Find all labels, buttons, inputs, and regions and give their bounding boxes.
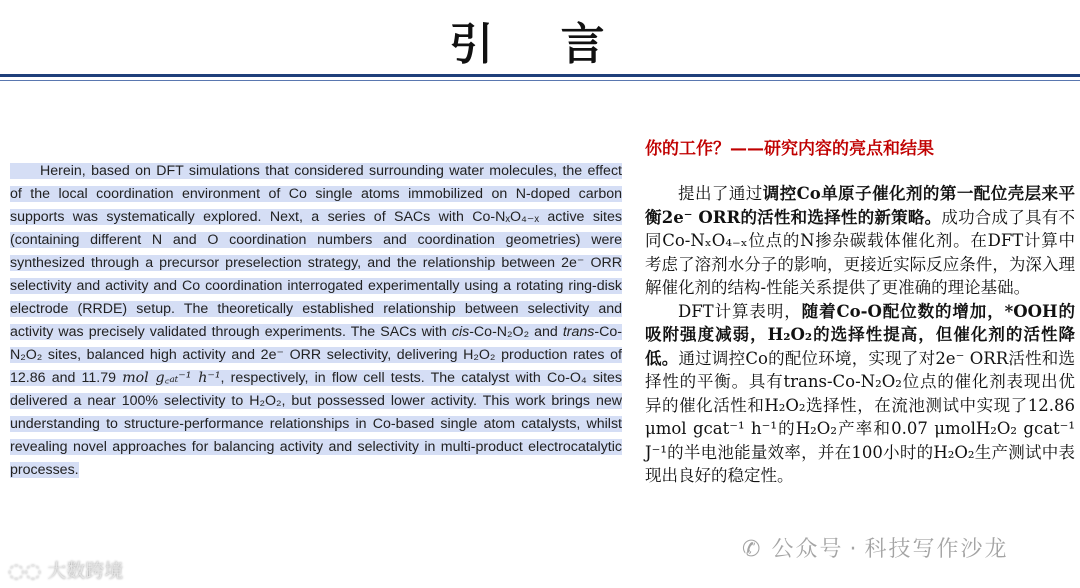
abstract-unit: mol g꜀ₐₜ⁻¹ h⁻¹ <box>122 370 221 386</box>
abstract-text: , respectively, in flow cell tests. The catalyst with Co-O₄ sites delivered a near 100% selectivity to H₂O₂, but possessed lower activity. This work brings new understanding to structure-performance relationships in Co-based single atom catalysts, whilst revealing novel approaches for balancing activity and selectivity in multi-product electrocatalytic processes. <box>10 370 623 478</box>
abstract-text: -Co-N₂O₂ sites, balanced high activity and 2e⁻ ORR selectivity, delivering H₂O₂ production rates of 12.86 and 11.79 <box>10 324 622 386</box>
abstract-trans: trans <box>562 324 595 340</box>
summary-text: 成功合成了具有不同Co-NₓO₄₋ₓ位点的N掺杂碳载体催化剂。在DFT计算中考虑了溶剂水分子的影响，更接近实际反应条件，为深入理解催化剂的结构-性能关系提供了更准确的理论基础。 <box>645 207 1076 297</box>
wechat-icon: ✆ <box>742 537 772 562</box>
abstract-paragraph <box>10 160 622 482</box>
watermark-right <box>742 532 1008 563</box>
summary-emphasis: 调控Co单原子催化剂的第一配位壳层来平衡2e⁻ ORR的活性和选择性的新策略。 <box>645 184 1076 227</box>
abstract-highlight <box>10 163 622 478</box>
abstract-text: -Co-N₂O₂ and <box>469 324 563 340</box>
summary-emphasis: 随着Co-O配位数的增加，*OOH的吸附强度减弱，H₂O₂的选择性提高，但催化剂的活性降低。 <box>645 301 1075 368</box>
watermark-separator: · <box>849 537 859 562</box>
abstract-cis: cis <box>451 324 470 340</box>
section-heading: 你的工作？——研究内容的亮点和结果 <box>645 139 934 159</box>
summary-paragraph <box>645 300 1075 488</box>
summary-text: 提出了通过 <box>678 184 763 203</box>
watermark-right-name: 科技写作沙龙 <box>864 537 1009 562</box>
summary-text: DFT计算表明， <box>678 301 802 321</box>
watermark-left-text: 大数跨境 <box>47 560 124 582</box>
page-title: 引 言 <box>449 19 631 70</box>
watermark-logo-icon: ◌◌ <box>8 560 48 582</box>
abstract-text: Herein, based on DFT simulations that considered surrounding water molecules, the effect of the local coordination environment of Co single atoms immobilized on N-doped carbon supports was systematically explored. Next, a series of SACs with Co-NₓO₄₋ₓ active sites (containing different N and O coordination numbers and coordination geometries) were synthesized through a precursor preselection strategy, and the relationship between 2e⁻ ORR selectivity and activity and Co coordination interrogated experimentally using a rotating ring-disk electrode (RRDE) setup. The theoretically established relationship between selectivity and activity was precisely validated through experiments. The SACs with <box>10 163 622 340</box>
watermark-left <box>8 556 123 583</box>
title-divider <box>0 74 1080 77</box>
title-divider-thin <box>0 80 1080 81</box>
summary-text: 通过调控Co的配位环境，实现了对2e⁻ ORR活性和选择性的平衡。具有trans-Co-N₂O₂位点的催化剂表现出优异的催化活性和H₂O₂选择性，在流池测试中实现了12.86 μmol gcat⁻¹ h⁻¹的H₂O₂产率和0.07 μmolH₂O₂ gcat⁻¹ J⁻¹的半电池能量效率，并在100小时的H₂O₂生产测试中表现出良好的稳定性。 <box>645 348 1076 485</box>
summary-block <box>645 182 1075 488</box>
watermark-right-text: 公众号 <box>771 537 844 562</box>
summary-paragraph <box>645 182 1075 300</box>
